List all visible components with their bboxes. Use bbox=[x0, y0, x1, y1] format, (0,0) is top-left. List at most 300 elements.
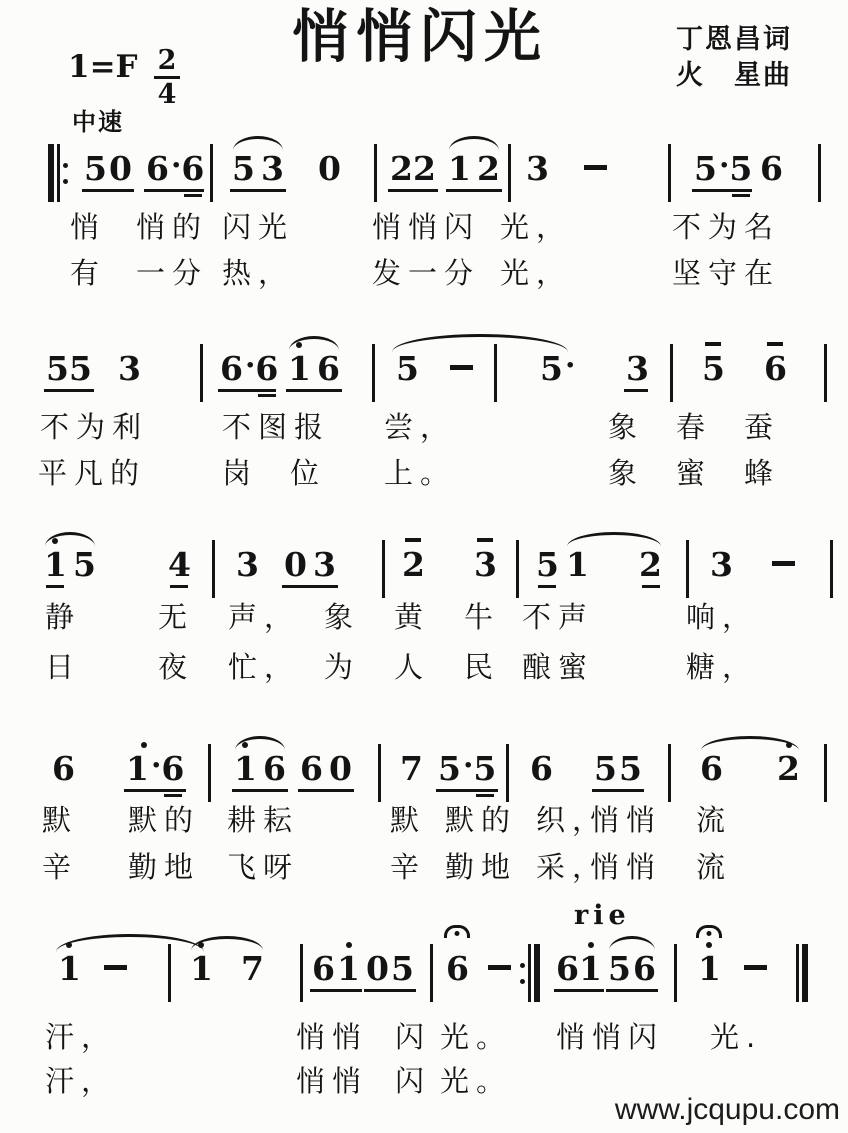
note-row bbox=[220, 348, 279, 388]
lyric-word: 春 bbox=[676, 410, 713, 444]
lyric-word: 光。 bbox=[440, 1020, 513, 1054]
barline bbox=[374, 144, 377, 202]
lyric-word: 蜜 bbox=[676, 456, 713, 490]
note-digit: 6 bbox=[255, 349, 279, 388]
note bbox=[220, 348, 256, 388]
music-line-5 bbox=[0, 949, 848, 1002]
lyric-word: 为 bbox=[324, 650, 361, 684]
note bbox=[109, 149, 132, 188]
note-row bbox=[236, 545, 259, 584]
note bbox=[694, 148, 730, 188]
note bbox=[69, 349, 92, 388]
beam-line bbox=[218, 389, 276, 392]
note-digit: 2 bbox=[390, 149, 413, 188]
note bbox=[168, 545, 191, 584]
note-group bbox=[146, 148, 205, 188]
lyric-word: 流 bbox=[696, 850, 733, 884]
note bbox=[626, 349, 649, 388]
repeat-end-sign bbox=[520, 944, 540, 1002]
note-group bbox=[700, 749, 800, 788]
note-row bbox=[694, 148, 753, 188]
note-row bbox=[318, 149, 341, 188]
note bbox=[146, 148, 182, 188]
beam-line bbox=[388, 189, 438, 192]
note-group bbox=[446, 949, 469, 988]
note bbox=[402, 545, 425, 584]
lyric-word: 发一分 bbox=[372, 256, 481, 290]
note bbox=[232, 149, 255, 188]
note-digit: 1 bbox=[448, 149, 471, 188]
lyric-word: 酿蜜 bbox=[522, 650, 595, 684]
lyric-word: 悄悄 bbox=[590, 850, 663, 884]
note-digit: 6 bbox=[161, 749, 185, 788]
note-digit: 1 bbox=[126, 749, 149, 788]
note bbox=[700, 749, 723, 788]
note bbox=[760, 149, 783, 188]
lyric-word: 勤地 bbox=[445, 850, 518, 884]
lyric-word: 闪 bbox=[395, 1064, 432, 1098]
note-group bbox=[566, 545, 662, 584]
note-digit: 6 bbox=[220, 349, 243, 388]
beam-line bbox=[124, 789, 186, 792]
lyrics-row-3 bbox=[0, 410, 848, 450]
note-digit: 3 bbox=[526, 149, 549, 188]
octave-dot bbox=[706, 942, 712, 948]
music-line-1 bbox=[0, 148, 848, 202]
barline bbox=[210, 144, 213, 202]
beam-line bbox=[258, 394, 276, 397]
note-row bbox=[390, 149, 436, 188]
note-digit: 5 bbox=[702, 349, 725, 388]
augmentation-dot: · bbox=[150, 748, 162, 783]
note-digit: 5 bbox=[540, 349, 563, 388]
beam-line bbox=[592, 789, 644, 792]
lyric-word: 尝， bbox=[384, 410, 457, 444]
note-digit: 2 bbox=[639, 545, 662, 584]
note-digit: 5 bbox=[438, 749, 461, 788]
beam-line bbox=[286, 389, 342, 392]
lyric-word: 默的 bbox=[128, 803, 201, 837]
final-barline bbox=[796, 944, 808, 1002]
note bbox=[337, 949, 360, 988]
note-row bbox=[284, 545, 336, 584]
note bbox=[161, 749, 185, 788]
note bbox=[288, 349, 311, 388]
note-group bbox=[126, 748, 185, 788]
note bbox=[777, 749, 800, 788]
note-digit: 3 bbox=[626, 349, 649, 388]
lyric-word: 光. bbox=[710, 1020, 763, 1054]
note-digit: 6 bbox=[530, 749, 553, 788]
barline bbox=[686, 540, 689, 598]
barline bbox=[208, 744, 211, 802]
note-group bbox=[284, 545, 336, 584]
duration-dash bbox=[744, 965, 767, 970]
octave-dot bbox=[141, 742, 147, 748]
lyric-word: 悄悄 bbox=[296, 1020, 369, 1054]
note-row bbox=[232, 149, 284, 188]
note-group bbox=[540, 348, 576, 388]
beam-line bbox=[364, 989, 416, 992]
note-group bbox=[402, 545, 425, 584]
note bbox=[44, 545, 67, 584]
lyric-word: 声， bbox=[228, 600, 301, 634]
note-digit: 6 bbox=[181, 149, 205, 188]
beam-line bbox=[170, 585, 188, 588]
lyrics-row-8 bbox=[0, 850, 848, 890]
note-group bbox=[400, 749, 423, 788]
octave-dot bbox=[786, 742, 792, 748]
lyric-word: 光， bbox=[500, 210, 573, 244]
note bbox=[556, 949, 579, 988]
note-group bbox=[52, 749, 75, 788]
note bbox=[317, 349, 340, 388]
note-row bbox=[556, 949, 602, 988]
lyric-word: 民 bbox=[464, 650, 501, 684]
barline bbox=[674, 944, 677, 1002]
lyric-word: 热， bbox=[222, 256, 295, 290]
lyric-word: 光， bbox=[500, 256, 573, 290]
note bbox=[446, 949, 469, 988]
note-group bbox=[526, 149, 549, 188]
lyric-word: 蜂 bbox=[744, 456, 781, 490]
note bbox=[329, 749, 352, 788]
note-row bbox=[400, 749, 423, 788]
beam-line bbox=[554, 989, 604, 992]
tenuto-mark bbox=[705, 342, 721, 346]
lyric-word: 默 bbox=[390, 803, 427, 837]
beam-line bbox=[446, 189, 502, 192]
note-group bbox=[530, 749, 553, 788]
note-digit: 3 bbox=[261, 149, 284, 188]
tempo-marking: 中速 bbox=[72, 108, 124, 136]
note-digit: 5 bbox=[46, 349, 69, 388]
key-text: 1=F bbox=[68, 49, 138, 85]
note-group bbox=[626, 349, 649, 388]
barline bbox=[818, 144, 821, 202]
music-line-3 bbox=[0, 545, 848, 598]
note-digit: 7 bbox=[400, 749, 423, 788]
note bbox=[477, 149, 500, 188]
lyric-word: 象 bbox=[324, 600, 361, 634]
barline bbox=[670, 344, 673, 402]
note bbox=[52, 749, 75, 788]
note-digit: 6 bbox=[263, 749, 286, 788]
note bbox=[312, 949, 335, 988]
note-row bbox=[764, 349, 787, 388]
note-group bbox=[710, 545, 733, 584]
lyric-word: 勤地 bbox=[128, 850, 201, 884]
beam-line bbox=[692, 189, 752, 192]
note-row bbox=[438, 748, 497, 788]
note-row bbox=[448, 149, 500, 188]
note-digit: 5 bbox=[396, 349, 419, 388]
note bbox=[702, 349, 725, 388]
lyrics-row-1 bbox=[0, 210, 848, 250]
note-digit: 0 bbox=[329, 749, 352, 788]
lyric-word: 悄 bbox=[70, 210, 107, 244]
barline bbox=[508, 144, 511, 202]
lyric-word: 日 bbox=[45, 650, 82, 684]
lyric-word: 有 bbox=[70, 256, 107, 290]
note bbox=[284, 545, 307, 584]
note-digit: 5 bbox=[536, 545, 559, 584]
lyrics-row-9 bbox=[0, 1020, 848, 1060]
barline bbox=[168, 944, 171, 1002]
lyric-word: 象 bbox=[608, 456, 645, 490]
note-digit: 2 bbox=[477, 149, 500, 188]
lyric-word: 悄悄 bbox=[296, 1064, 369, 1098]
note bbox=[255, 349, 279, 388]
octave-dot bbox=[52, 538, 58, 544]
note-group bbox=[556, 949, 602, 988]
note bbox=[729, 149, 753, 188]
lyric-word: 坚守在 bbox=[672, 256, 781, 290]
beam-line bbox=[732, 194, 750, 197]
note-group bbox=[764, 349, 787, 388]
note-row bbox=[52, 749, 75, 788]
lyric-word: 位 bbox=[290, 456, 327, 490]
lyric-word: 不图报 bbox=[222, 410, 331, 444]
note-group bbox=[448, 149, 500, 188]
note bbox=[396, 349, 419, 388]
note bbox=[366, 949, 389, 988]
lyrics-row-2 bbox=[0, 256, 848, 296]
note-digit: 1 bbox=[698, 949, 721, 988]
note-digit: 0 bbox=[109, 149, 132, 188]
note-digit: 1 bbox=[190, 949, 213, 988]
octave-dot bbox=[198, 942, 204, 948]
beam-line bbox=[538, 585, 556, 588]
note bbox=[118, 349, 141, 388]
fermata-icon bbox=[696, 925, 722, 938]
lyric-word: 流 bbox=[696, 803, 733, 837]
lyric-word: 糖， bbox=[686, 650, 759, 684]
note bbox=[536, 545, 559, 584]
note bbox=[84, 149, 107, 188]
octave-dot bbox=[242, 742, 248, 748]
lyric-word: 人 bbox=[394, 650, 431, 684]
beam-line bbox=[642, 585, 660, 588]
note bbox=[261, 149, 284, 188]
beam-line bbox=[436, 789, 498, 792]
note-group bbox=[44, 545, 96, 584]
octave-dot bbox=[588, 942, 594, 948]
note-group bbox=[234, 749, 286, 788]
beam-line bbox=[144, 189, 204, 192]
beam-line bbox=[230, 189, 286, 192]
note-digit: 6 bbox=[764, 349, 787, 388]
barline bbox=[830, 540, 833, 598]
note-digit: 6 bbox=[146, 149, 169, 188]
barline bbox=[668, 144, 671, 202]
barline bbox=[506, 744, 509, 802]
note bbox=[608, 949, 631, 988]
note bbox=[619, 749, 642, 788]
note bbox=[526, 149, 549, 188]
lyric-word: 悄悄闪 bbox=[372, 210, 481, 244]
barline bbox=[824, 344, 827, 402]
credits bbox=[676, 22, 792, 95]
note-row bbox=[312, 949, 360, 988]
note bbox=[400, 749, 423, 788]
note-group bbox=[168, 545, 191, 584]
note-row bbox=[402, 545, 425, 584]
lyric-word: 无 bbox=[158, 600, 195, 634]
lyric-word: 悄的 bbox=[136, 210, 209, 244]
note-group bbox=[118, 349, 141, 388]
barline bbox=[212, 540, 215, 598]
duration-dash bbox=[450, 365, 473, 370]
note bbox=[313, 545, 336, 584]
lyric-word: 辛 bbox=[390, 850, 427, 884]
note bbox=[181, 149, 205, 188]
note-group bbox=[760, 149, 783, 188]
note-digit: 6 bbox=[52, 749, 75, 788]
note-group bbox=[390, 149, 436, 188]
note-digit: 1 bbox=[566, 545, 589, 584]
lyrics-row-5 bbox=[0, 600, 848, 640]
fermata-icon bbox=[444, 925, 470, 938]
lyric-word: 响， bbox=[686, 600, 759, 634]
note-row bbox=[608, 949, 656, 988]
note-group bbox=[694, 148, 753, 188]
note-group bbox=[288, 349, 340, 388]
augmentation-dot: · bbox=[170, 148, 182, 183]
note bbox=[263, 749, 286, 788]
note-digit: 1 bbox=[58, 949, 81, 988]
note bbox=[126, 748, 162, 788]
lyric-word: 悄悄闪 bbox=[556, 1020, 665, 1054]
beam-line bbox=[606, 989, 658, 992]
note bbox=[448, 149, 471, 188]
note-row bbox=[594, 749, 642, 788]
lyric-word: 织， bbox=[536, 803, 609, 837]
note-row bbox=[300, 749, 352, 788]
note-digit: 5 bbox=[594, 749, 617, 788]
note bbox=[318, 149, 341, 188]
lyric-word: 平凡的 bbox=[38, 456, 147, 490]
note-digit: 5 bbox=[473, 749, 497, 788]
note-digit: 1 bbox=[337, 949, 360, 988]
note-digit: 6 bbox=[312, 949, 335, 988]
note bbox=[698, 949, 721, 988]
note bbox=[73, 545, 96, 584]
time-signature bbox=[154, 46, 181, 109]
octave-dot bbox=[346, 942, 352, 948]
beam-line bbox=[184, 194, 202, 197]
note-digit: 6 bbox=[760, 149, 783, 188]
note-digit: 1 bbox=[234, 749, 257, 788]
barline bbox=[382, 540, 385, 598]
note-digit: 5 bbox=[608, 949, 631, 988]
beam-line bbox=[164, 794, 182, 797]
lyricist-credit: 丁恩昌词 bbox=[676, 24, 792, 55]
note-digit: 6 bbox=[633, 949, 656, 988]
note-group bbox=[46, 349, 92, 388]
lyric-word: 象 bbox=[608, 410, 645, 444]
note-digit: 1 bbox=[288, 349, 311, 388]
lyric-word: 岗 bbox=[222, 456, 259, 490]
note-digit: 1 bbox=[579, 949, 602, 988]
note-group bbox=[536, 545, 559, 584]
music-line-2 bbox=[0, 348, 848, 402]
lyrics-row-4 bbox=[0, 456, 848, 496]
note-digit: 5 bbox=[73, 545, 96, 584]
lyric-word: 不声 bbox=[522, 600, 595, 634]
note bbox=[594, 749, 617, 788]
note-digit: 5 bbox=[619, 749, 642, 788]
tenuto-mark bbox=[405, 538, 421, 542]
note-row bbox=[474, 545, 497, 584]
lyric-word: 静 bbox=[45, 600, 82, 634]
repeat-begin-sign bbox=[48, 144, 68, 202]
note-row bbox=[698, 949, 721, 988]
octave-dot bbox=[296, 342, 302, 348]
note-row bbox=[540, 348, 576, 388]
note-row bbox=[234, 749, 286, 788]
lyric-word: 一分 bbox=[136, 256, 209, 290]
beam-line bbox=[44, 389, 94, 392]
note bbox=[413, 149, 436, 188]
tenuto-mark bbox=[767, 342, 783, 346]
note-digit: 6 bbox=[700, 749, 723, 788]
lyrics-row-6 bbox=[0, 650, 848, 690]
barline bbox=[378, 744, 381, 802]
barline bbox=[372, 344, 375, 402]
duration-dash bbox=[104, 965, 127, 970]
augmentation-dot: · bbox=[244, 348, 256, 383]
note-group bbox=[300, 749, 352, 788]
note-digit: 3 bbox=[710, 545, 733, 584]
note-row bbox=[446, 949, 469, 988]
lyric-word: 夜 bbox=[158, 650, 195, 684]
note bbox=[710, 545, 733, 584]
lyric-word: 闪光 bbox=[222, 210, 295, 244]
note-group bbox=[58, 949, 81, 988]
note-group bbox=[190, 949, 264, 988]
lyric-word: 不为名 bbox=[672, 210, 781, 244]
duration-dash bbox=[488, 965, 511, 970]
key-signature bbox=[68, 45, 180, 111]
note-row bbox=[530, 749, 553, 788]
barline bbox=[668, 744, 671, 802]
duration-dash bbox=[584, 165, 607, 170]
lyric-word: 汗， bbox=[45, 1020, 118, 1054]
note-digit: 5 bbox=[391, 949, 414, 988]
note-digit: 1 bbox=[44, 545, 67, 584]
note-group bbox=[396, 349, 419, 388]
note-digit: 3 bbox=[474, 545, 497, 584]
note-group bbox=[608, 949, 656, 988]
note-group bbox=[312, 949, 360, 988]
beam-line bbox=[624, 389, 648, 392]
rit-annotation: rie bbox=[574, 900, 631, 931]
note-digit: 6 bbox=[317, 349, 340, 388]
lyric-word: 蚕 bbox=[744, 410, 781, 444]
note bbox=[566, 545, 589, 584]
note-group bbox=[232, 149, 284, 188]
note bbox=[540, 348, 576, 388]
note-group bbox=[366, 949, 414, 988]
note-row bbox=[702, 349, 725, 388]
note-row bbox=[44, 545, 96, 584]
note-group bbox=[698, 949, 721, 988]
note-row bbox=[710, 545, 733, 584]
note-row bbox=[58, 949, 81, 988]
note-digit: 3 bbox=[236, 545, 259, 584]
note-digit: 3 bbox=[313, 545, 336, 584]
